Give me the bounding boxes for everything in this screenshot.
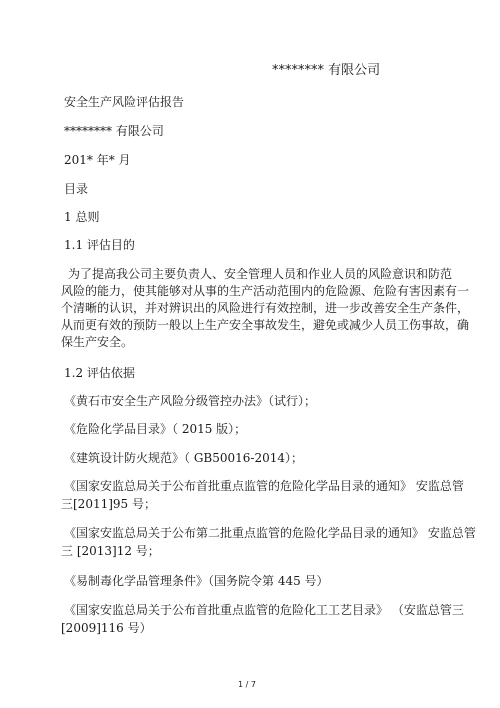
basis-item: 《建筑设计防火规范》（ GB50016-2014）； xyxy=(64,451,303,465)
body-line: 从而更有效的预防一般以上生产安全事故发生，避免或减少人员工伤事故，确 xyxy=(61,318,470,332)
basis-item: 《国家安监总局关于公布首批重点监管的危险化工工艺目录》 （安监总管三 xyxy=(64,603,464,617)
basis-item: 《危险化学品目录》（ 2015 版）； xyxy=(64,422,247,436)
company-header: ******** 有限公司 xyxy=(272,63,381,78)
section-1-1-heading: 1.1 评估目的 xyxy=(64,238,135,252)
page-number: 1 / 7 xyxy=(238,680,256,689)
section-1-heading: 1 总则 xyxy=(64,210,100,224)
basis-item: 《易制毒化学品管理条件》（国务院令第 445 号） xyxy=(64,574,329,588)
date-line: 201* 年* 月 xyxy=(64,153,131,167)
section-1-2-heading: 1.2 评估依据 xyxy=(64,366,135,380)
basis-item: 《国家安监总局关于公布第二批重点监管的危险化学品目录的通知》 安监总管 xyxy=(64,526,476,540)
section-1-1-body xyxy=(61,266,470,351)
author-line: ******** 有限公司 xyxy=(64,124,164,138)
basis-item: 《国家安监总局关于公布首批重点监管的危险化学品目录的通知》 安监总管 xyxy=(64,479,464,493)
body-line: 保生产安全。 xyxy=(61,335,134,349)
basis-item: 《黄石市安全生产风险分级管控办法》（试行）； xyxy=(64,394,317,408)
body-line: 为了提高我公司主要负责人、安全管理人员和作业人员的风险意识和防范 xyxy=(68,267,453,281)
basis-item-cont: 三[2011]95 号； xyxy=(61,497,156,511)
basis-item-cont: [2009]116 号） xyxy=(61,621,152,635)
report-title: 安全生产风险评估报告 xyxy=(64,95,185,109)
toc-label: 目录 xyxy=(64,182,89,196)
body-line: 个清晰的认识，并对辨识出的风险进行有效控制，进一步改善安全生产条件， xyxy=(61,301,470,315)
basis-item-cont: 三 [2013]12 号； xyxy=(61,544,160,558)
body-line: 风险的能力，使其能够对从事的生产活动范围内的危险源、危险有害因素有一 xyxy=(61,284,470,298)
